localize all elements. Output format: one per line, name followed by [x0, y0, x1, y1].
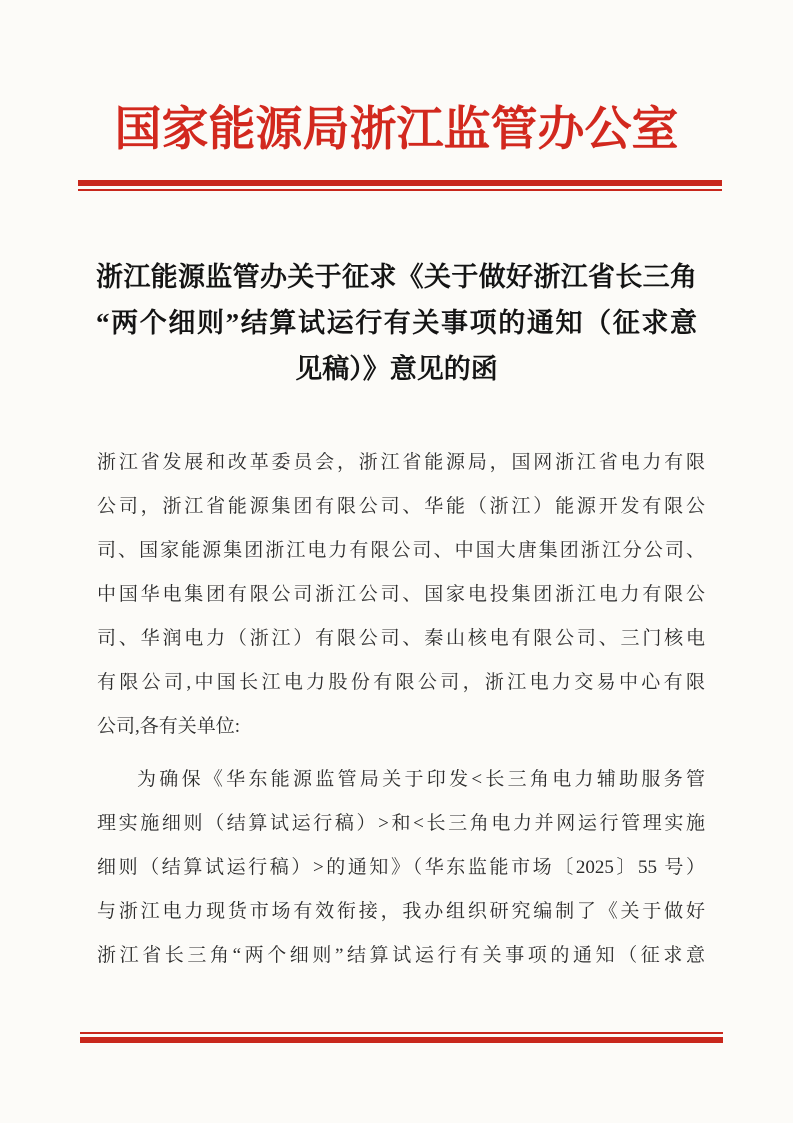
body-line: 浙江省发展和改革委员会，浙江省能源局，国网浙江省电力有限 [97, 452, 705, 473]
body-line: 司、华润电力（浙江）有限公司、秦山核电有限公司、三门核电 [97, 628, 705, 649]
body-line: 司、国家能源集团浙江电力有限公司、中国大唐集团浙江分公司、 [97, 540, 705, 561]
main-paragraph [97, 758, 705, 978]
body-line: 理实施细则（结算试运行稿）>和<长三角电力并网运行管理实施 [97, 813, 705, 834]
body-line: 中国华电集团有限公司浙江公司、国家电投集团浙江电力有限公 [97, 584, 705, 605]
header-rule-thin [78, 189, 722, 191]
body-line: 为确保《华东能源监管局关于印发<长三角电力辅助服务管 [137, 769, 705, 790]
recipients-paragraph [97, 441, 705, 749]
body-line: 浙江省长三角“两个细则”结算试运行有关事项的通知（征求意 [97, 945, 705, 966]
header-rule-thick [78, 180, 722, 186]
footer-rule-thick [80, 1037, 723, 1043]
letter-body [97, 441, 705, 978]
body-line: 细则（结算试运行稿）>的通知》（华东监能市场〔2025〕55 号） [97, 857, 705, 878]
document-title-line: “两个细则”结算试运行有关事项的通知（征求意 [96, 308, 697, 338]
document-title [96, 254, 697, 392]
body-line-salutation: 公司,各有关单位: [97, 716, 241, 737]
body-line: 公司，浙江省能源集团有限公司、华能（浙江）能源开发有限公 [97, 496, 705, 517]
document-title-line: 见稿）》意见的函 [295, 354, 498, 384]
footer-rule-thin [80, 1032, 723, 1034]
document-title-line: 浙江能源监管办关于征求《关于做好浙江省长三角 [96, 262, 697, 292]
body-line: 与浙江电力现货市场有效衔接，我办组织研究编制了《关于做好 [97, 901, 705, 922]
letterhead-title: 国家能源局浙江监管办公室 [114, 104, 679, 156]
body-line: 有限公司,中国长江电力股份有限公司，浙江电力交易中心有限 [97, 672, 705, 693]
